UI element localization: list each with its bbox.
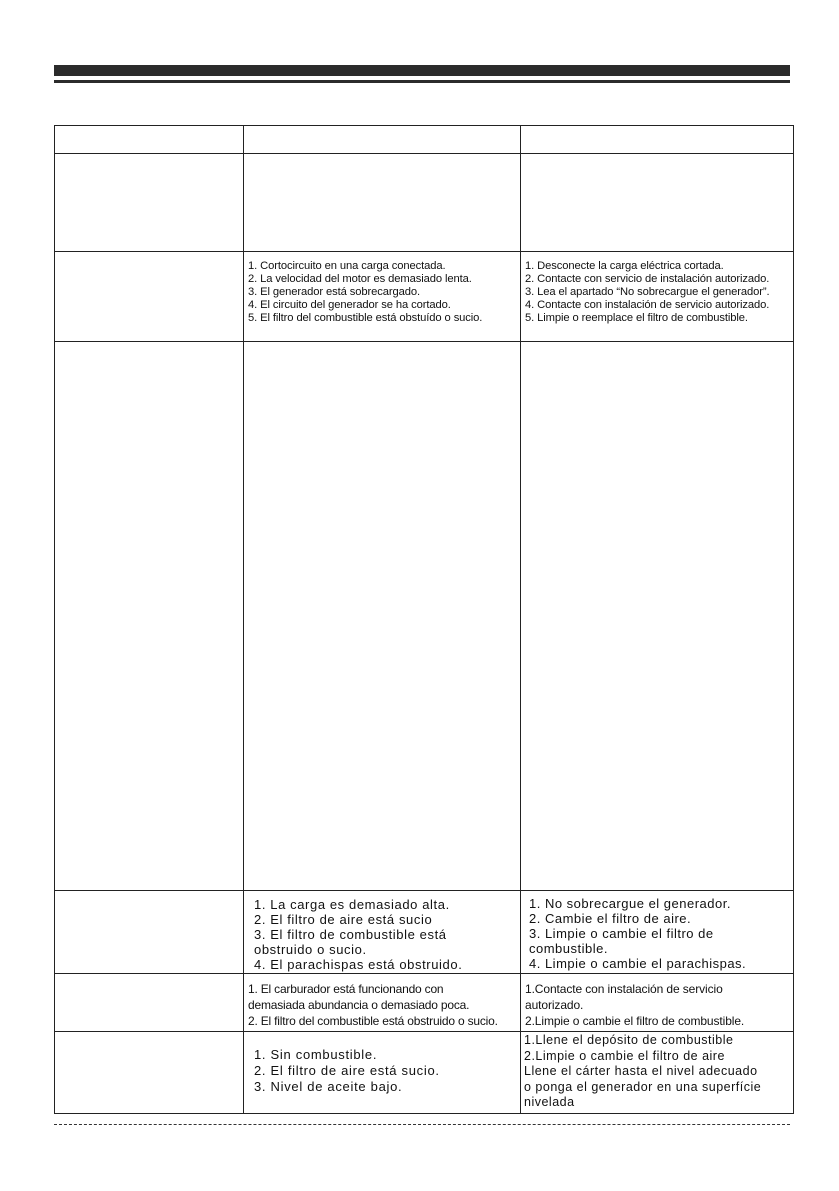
solution-line: autorizado.	[525, 998, 584, 1012]
cause-cell	[244, 891, 521, 974]
table-row	[55, 252, 794, 342]
solution-cell	[521, 342, 794, 891]
cause-line: 5. El filtro del combustible está obstuído o sucio.	[248, 312, 483, 324]
solution-line: Llene el cárter hasta el nivel adecuado	[524, 1064, 758, 1078]
cause-line: 2. La velocidad del motor es demasiado lenta.	[248, 273, 472, 285]
problem-cell	[55, 252, 244, 342]
problem-cell	[55, 342, 244, 891]
solution-line: 1. No sobrecargue el generador.	[529, 896, 731, 911]
table-row	[55, 891, 794, 974]
cause-line: 3. El filtro de combustible está	[254, 927, 447, 942]
cause-line: 2. El filtro de aire está sucio	[254, 912, 433, 927]
solution-line: 4. Limpie o cambie el parachispas.	[529, 956, 747, 971]
solution-line: 5. Limpie o reemplace el filtro de combustible.	[525, 312, 748, 324]
cause-line: 1. Sin combustible.	[254, 1047, 378, 1062]
solution-line: o ponga el generador en una superfície	[524, 1079, 762, 1094]
solution-line: 2. Cambie el filtro de aire.	[529, 911, 692, 926]
solution-line: 2. Contacte con servicio de instalación autorizado.	[525, 273, 770, 285]
solution-cell	[521, 1032, 794, 1114]
cause-list	[244, 891, 520, 972]
table-row	[55, 154, 794, 252]
header-cell-solution	[521, 126, 794, 154]
problem-cell	[55, 974, 244, 1032]
solution-list	[521, 974, 793, 1029]
header-rule-thin	[54, 80, 790, 83]
solution-line: 3. Lea el apartado “No sobrecargue el generador”.	[525, 286, 770, 298]
solution-line: nivelada	[524, 1095, 575, 1109]
solution-line: 3. Limpie o cambie el filtro de	[529, 926, 714, 941]
cause-line: 1. La carga es demasiado alta.	[254, 897, 450, 912]
cause-list	[244, 974, 520, 1029]
cause-line: 2. El filtro de aire está sucio.	[254, 1063, 440, 1078]
solution-line: 2.Limpie o cambie el filtro de aire	[524, 1048, 725, 1063]
troubleshooting-table	[54, 125, 794, 1114]
cause-line: 1. Cortocircuito en una carga conectada.	[248, 260, 446, 272]
solution-cell	[521, 891, 794, 974]
cause-cell	[244, 974, 521, 1032]
cause-cell	[244, 1032, 521, 1114]
solution-line: 1.Llene el depósito de combustible	[524, 1033, 734, 1047]
cause-line: obstruido o sucio.	[254, 942, 367, 957]
problem-cell	[55, 1032, 244, 1114]
cause-cell	[244, 154, 521, 252]
table-row	[55, 342, 794, 891]
solution-cell	[521, 252, 794, 342]
solution-cell	[521, 154, 794, 252]
cause-line: demasiada abundancia o demasiado poca.	[248, 998, 470, 1012]
cause-line: 3. Nivel de aceite bajo.	[254, 1079, 403, 1094]
header-rule-thick	[54, 65, 790, 76]
cause-list	[244, 1032, 520, 1095]
solution-line: 1.Contacte con instalación de servicio	[525, 982, 723, 996]
cause-line: 4. El parachispas está obstruido.	[254, 957, 463, 972]
solution-line: 1. Desconecte la carga eléctrica cortada.	[525, 260, 724, 272]
cause-cell	[244, 342, 521, 891]
solution-line: 2.Limpie o cambie el filtro de combustible.	[525, 1014, 745, 1028]
footer-dashed-rule	[54, 1124, 790, 1125]
problem-cell	[55, 891, 244, 974]
problem-cell	[55, 154, 244, 252]
cause-line: 2. El filtro del combustible está obstruido o sucio.	[248, 1014, 498, 1028]
solution-list	[521, 891, 793, 971]
header-cell-problem	[55, 126, 244, 154]
table-header-row	[55, 126, 794, 154]
solution-line: 4. Contacte con instalación de servicio autorizado.	[525, 299, 770, 311]
table-row	[55, 1032, 794, 1114]
cause-cell	[244, 252, 521, 342]
cause-line: 4. El circuito del generador se ha cortado.	[248, 299, 451, 311]
header-cell-cause	[244, 126, 521, 154]
solution-list	[521, 1032, 793, 1111]
cause-list	[244, 252, 520, 325]
solution-list	[521, 252, 793, 325]
solution-cell	[521, 974, 794, 1032]
table-row	[55, 974, 794, 1032]
solution-line: combustible.	[529, 941, 608, 956]
cause-line: 3. El generador está sobrecargado.	[248, 286, 420, 298]
cause-line: 1. El carburador está funcionando con	[248, 982, 444, 996]
